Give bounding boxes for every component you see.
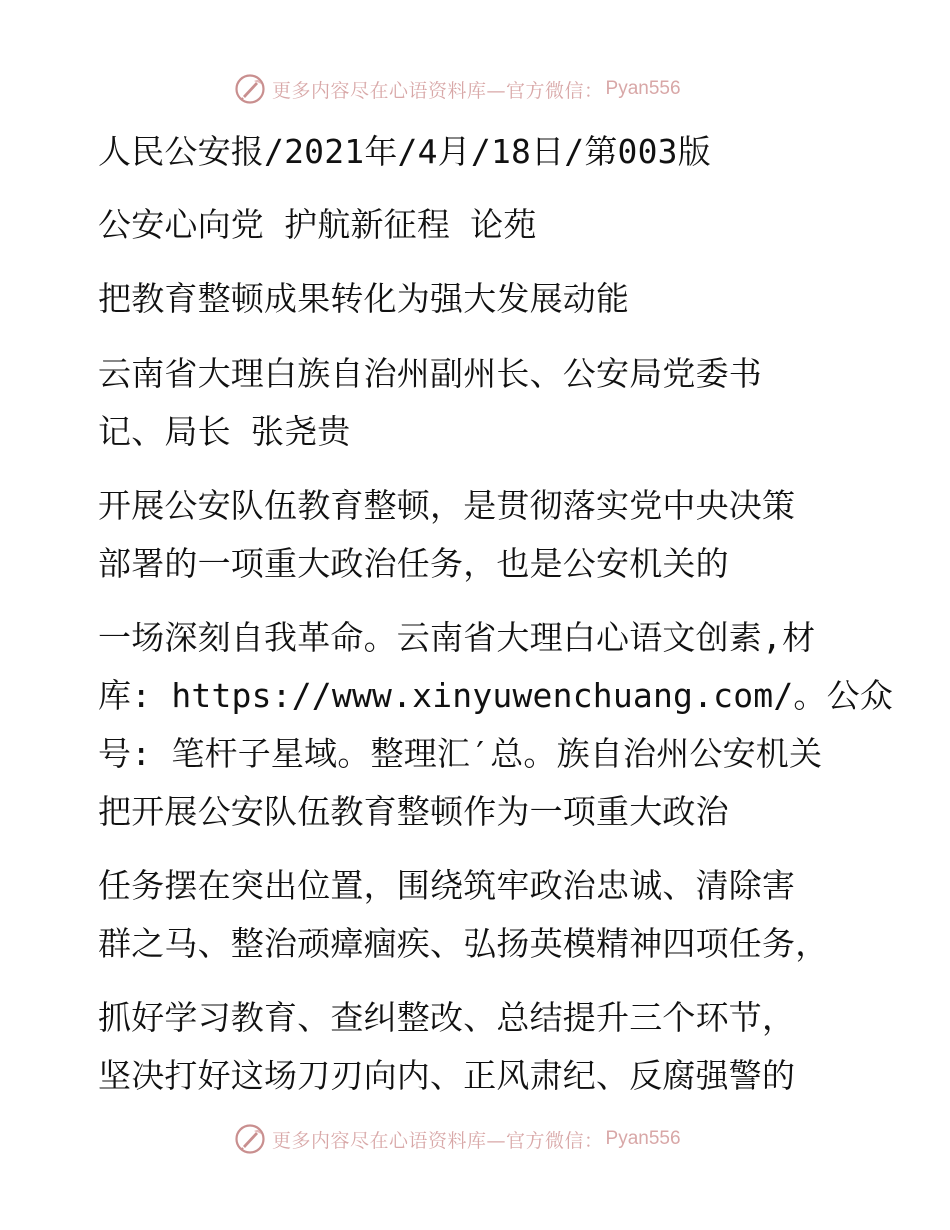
text-line-9: 库: https://www.xinyuwenchuang.com/。公众	[98, 676, 894, 715]
text-line-8: 一场深刻自我革命。云南省大理白心语文创素,材	[98, 618, 816, 657]
text-line-7: 部署的一项重大政治任务，也是公安机关的	[98, 544, 729, 583]
footer-watermark-banner	[234, 1122, 681, 1156]
text-line-5: 记、局长 张尧贵	[98, 412, 351, 451]
footer-banner-text: 更多内容尽在心语资料库—官方微信：	[272, 1129, 604, 1152]
text-line-6: 开展公安队伍教育整顿，是贯彻落实党中央决策	[98, 486, 796, 525]
text-line-3: 把教育整顿成果转化为强大发展动能	[98, 279, 630, 318]
text-line-13: 群之马、整治顽瘴痼疾、弘扬英模精神四项任务，	[98, 924, 829, 963]
text-line-10: 号: 笔杆子星域。整理汇′总。族自治州公安机关	[98, 734, 823, 773]
quill-pen-logo-icon	[234, 1123, 266, 1155]
text-line-4: 云南省大理白族自治州副州长、公安局党委书	[98, 354, 762, 393]
header-watermark-banner	[234, 72, 681, 106]
text-line-2: 公安心向党 护航新征程 论苑	[98, 205, 537, 244]
text-line-1: 人民公安报/2021年/4月/18日/第003版	[98, 132, 711, 171]
footer-banner-wechat-id: Pyan556	[605, 1128, 681, 1149]
header-banner-text: 更多内容尽在心语资料库—官方微信：	[272, 79, 604, 102]
text-line-15: 坚决打好这场刀刃向内、正风肃纪、反腐强警的	[98, 1056, 796, 1095]
text-line-11: 把开展公安队伍教育整顿作为一项重大政治	[98, 792, 729, 831]
text-line-12: 任务摆在突出位置，围绕筑牢政治忠诚、清除害	[98, 866, 796, 905]
text-line-14: 抓好学习教育、查纠整改、总结提升三个环节，	[98, 998, 796, 1037]
quill-pen-logo-icon	[234, 73, 266, 105]
header-banner-wechat-id: Pyan556	[605, 78, 681, 99]
